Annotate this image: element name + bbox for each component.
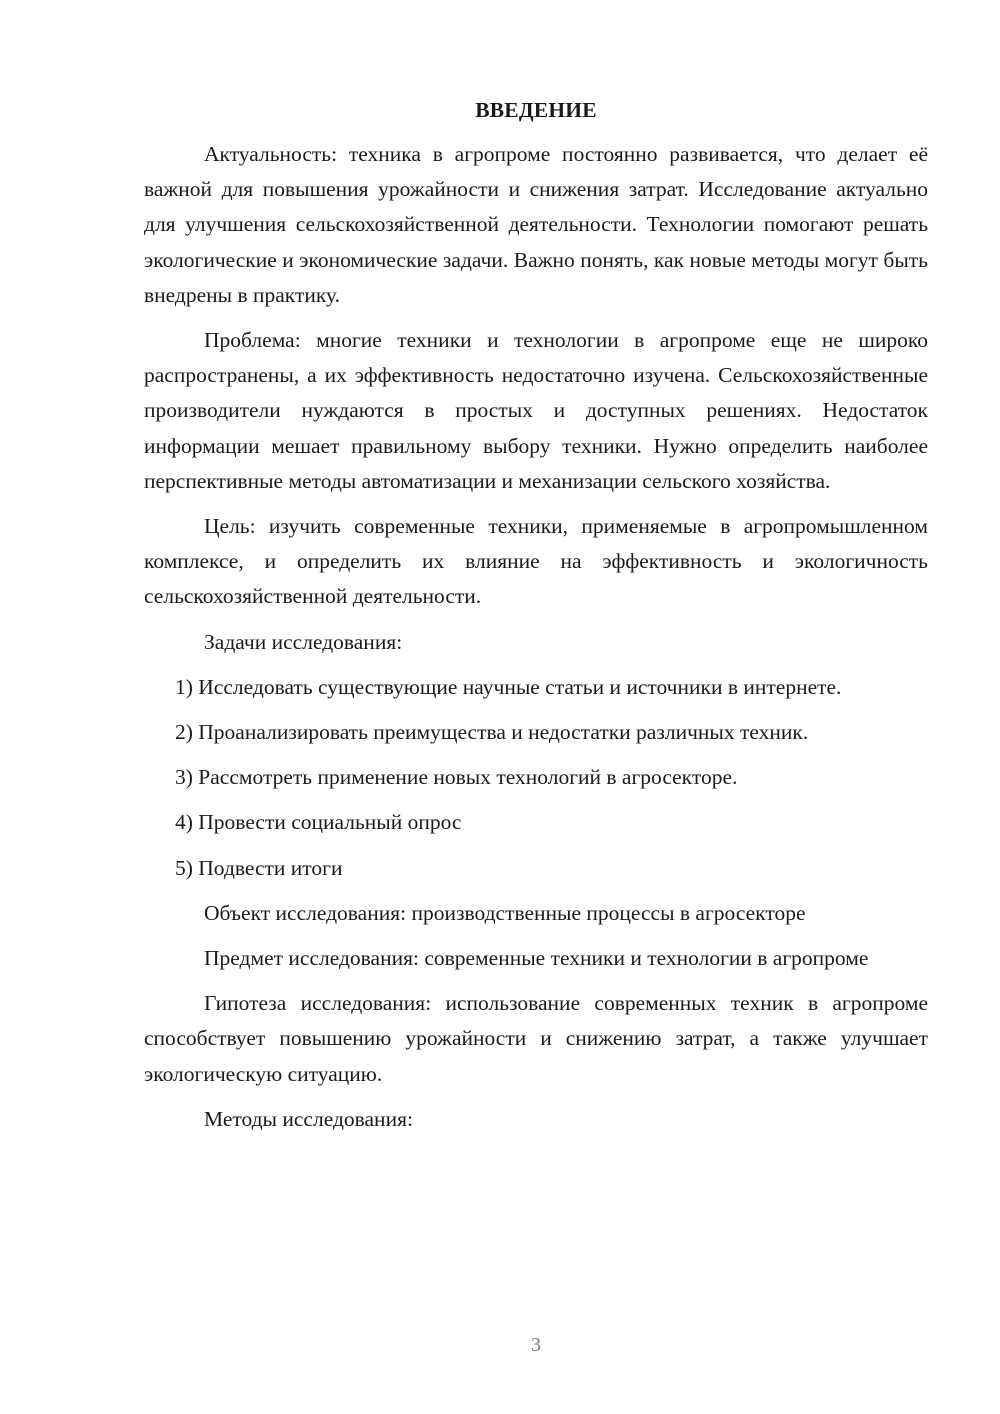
task-item-2: 2) Проанализировать преимущества и недостатки различных техник.: [175, 720, 809, 745]
paragraph-methods: Методы исследования:: [204, 1106, 413, 1131]
paragraph-subject: Предмет исследования: современные техники и технологии в агропроме: [204, 946, 869, 971]
task-item-4: 4) Провести социальный опрос: [175, 810, 462, 835]
task-item-1: 1) Исследовать существующие научные статьи и источники в интернете.: [175, 674, 842, 699]
paragraph-object: Объект исследования: производственные процессы в агросекторе: [204, 900, 806, 925]
task-item-5: 5) Подвести итоги: [175, 855, 343, 880]
paragraph-hypothesis: Гипотеза исследования: использование современных техник в агропроме способствует повышению урожайности и снижению затрат, а также улучшает экологическую ситуацию.: [144, 991, 928, 1086]
paragraph-tasks-heading: Задачи исследования:: [204, 629, 403, 654]
document-page: [144, 96, 928, 1147]
task-item-3: 3) Рассмотреть применение новых технологий в агросекторе.: [175, 765, 738, 790]
paragraph-relevance: Актуальность: техника в агропроме постоянно развивается, что делает её важной для повышения урожайности и снижения затрат. Исследование актуально для улучшения сельскохозяйственной деятельности. Технологии помогают решать экологические и экономические задачи. Важно понять, как новые методы могут быть внедрены в практику.: [144, 142, 928, 307]
page-number: 3: [531, 1334, 541, 1356]
paragraph-goal: Цель: изучить современные техники, применяемые в агропромышленном комплексе, и определить их влияние на эффективность и экологичность сельскохозяйственной деятельности.: [144, 514, 928, 609]
page-title: ВВЕДЕНИЕ: [475, 98, 597, 122]
paragraph-problem: Проблема: многие техники и технологии в агропроме еще не широко распространены, а их эффективность недостаточно изучена. Сельскохозяйственные производители нуждаются в простых и доступных решениях. Недостаток информации мешает правильному выбору техники. Нужно определить наиболее перспективные методы автоматизации и механизации сельского хозяйства.: [144, 328, 928, 493]
